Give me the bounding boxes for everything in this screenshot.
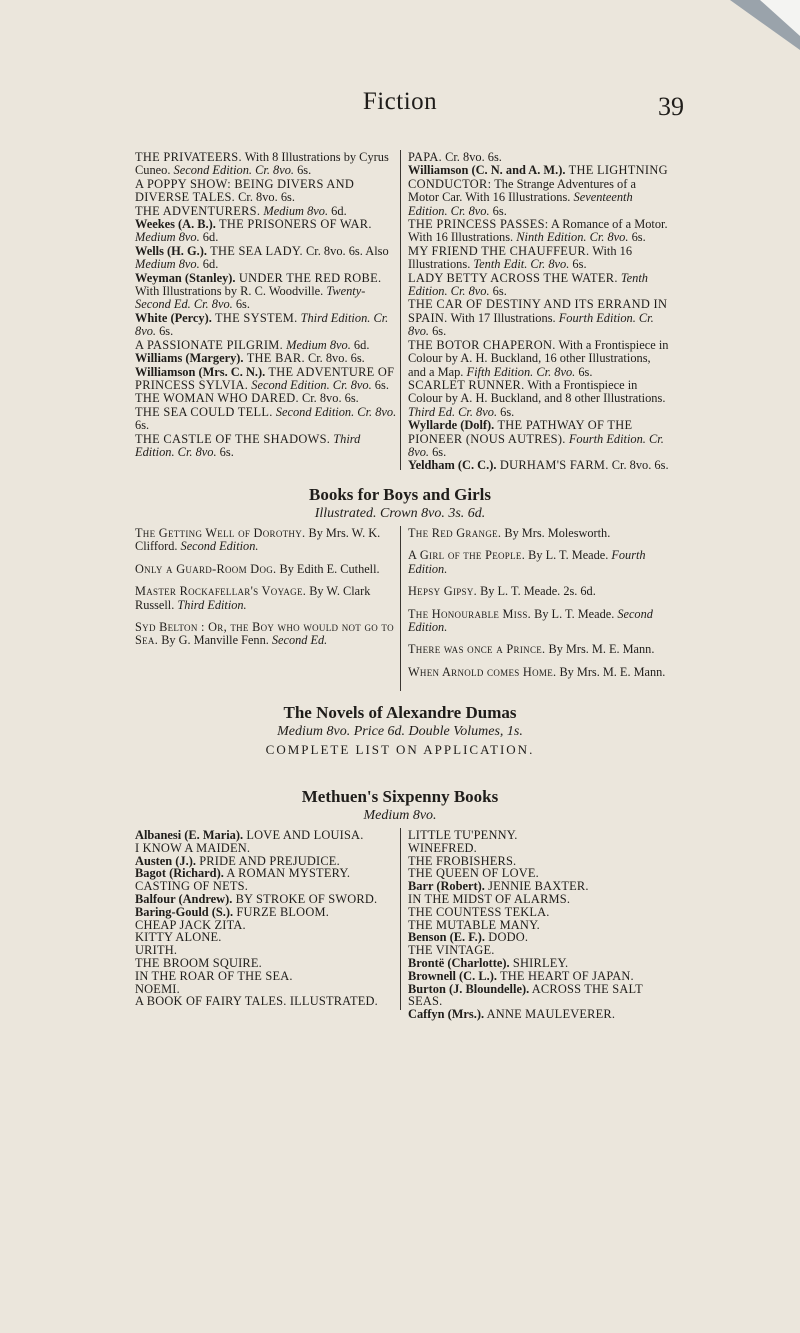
book-details: By Mrs. M. E. Mann. bbox=[545, 642, 655, 657]
book-edition: Medium 8vo. bbox=[263, 203, 329, 218]
book-edition: Medium 8vo. bbox=[286, 337, 351, 352]
book-title: A Girl of the People. bbox=[408, 548, 526, 563]
book-details: By L. T. Meade. bbox=[525, 548, 612, 563]
book-title: When Arnold comes Home. bbox=[408, 664, 557, 679]
book-details: By Mrs. M. E. Mann. bbox=[556, 664, 666, 679]
author-name: Yeldham (C. C.). bbox=[408, 458, 497, 473]
book-edition: Third Edition. bbox=[177, 597, 247, 612]
book-title: THE SEA COULD TELL. bbox=[135, 404, 273, 419]
book-title: Master Rockafellar's Voyage. bbox=[135, 584, 307, 599]
book-edition: Medium 8vo. bbox=[135, 257, 200, 272]
dumas-note: COMPLETE LIST ON APPLICATION. bbox=[265, 742, 535, 757]
author-name: Williamson (C. N. and A. M.). bbox=[408, 163, 566, 178]
book-entry bbox=[135, 392, 397, 405]
book-entry bbox=[408, 379, 670, 419]
book-details: Cr. 8vo. 6s. Also bbox=[302, 243, 389, 258]
book-entry bbox=[408, 245, 670, 272]
book-details: By Edith E. Cuthell. bbox=[276, 561, 380, 576]
book-details: Cr. 8vo. 6s. bbox=[442, 150, 502, 164]
book-edition: Third Edition. Cr. 8vo. bbox=[135, 431, 361, 459]
book-price: 6s. bbox=[489, 203, 507, 218]
book-title: DODO. bbox=[485, 930, 529, 945]
author-name: Burton (J. Bloundelle). bbox=[408, 981, 530, 996]
book-details: Cr. 8vo. 6s. bbox=[235, 190, 295, 205]
book-price: 6d. bbox=[199, 257, 219, 272]
book-title: There was once a Prince. bbox=[408, 642, 546, 657]
book-price: 6d. bbox=[328, 203, 347, 218]
boys-girls-left-column bbox=[135, 527, 397, 657]
page-number: 39 bbox=[658, 92, 684, 121]
book-title: MY FRIEND THE CHAUFFEUR. bbox=[408, 243, 590, 258]
book-entry bbox=[135, 527, 397, 554]
book-price: 6s. bbox=[135, 418, 150, 433]
book-title: THE SYSTEM. bbox=[211, 310, 298, 325]
book-title: IN THE ROAR OF THE SEA. bbox=[135, 968, 293, 983]
book-details: With Illustrations by R. C. Woodville. bbox=[135, 284, 327, 299]
author-name: Wells (H. G.). bbox=[135, 243, 207, 258]
book-entry bbox=[408, 459, 670, 472]
dumas-section bbox=[0, 703, 800, 759]
book-title: I KNOW A MAIDEN. bbox=[135, 840, 251, 855]
book-details: Cr. 8vo. 6s. bbox=[304, 351, 365, 366]
book-entry bbox=[135, 218, 397, 245]
book-entry bbox=[408, 549, 670, 576]
book-details: By W. Clark Russell. bbox=[135, 584, 371, 612]
page-corner-fold bbox=[730, 0, 800, 50]
book-title: IN THE MIDST OF ALARMS. bbox=[408, 891, 571, 906]
book-entry bbox=[408, 585, 670, 598]
book-details: With a Frontispiece in Colour by A. H. Buckland, 16 other Illustrations, and a Map. bbox=[408, 337, 669, 379]
book-title: SHIRLEY. bbox=[509, 955, 569, 970]
boys-girls-heading: Books for Boys and Girls bbox=[308, 485, 491, 504]
book-entry bbox=[135, 563, 397, 576]
book-edition: Second Edition. bbox=[180, 539, 259, 554]
book-details: A Romance of a Motor. With 16 Illustrations. bbox=[408, 217, 668, 245]
book-edition: Second Edition. bbox=[408, 606, 653, 635]
book-title: KITTY ALONE. bbox=[135, 930, 222, 945]
book-price: 6s. bbox=[294, 163, 312, 178]
book-entry bbox=[135, 995, 397, 1008]
book-title: Only a Guard-Room Dog. bbox=[135, 561, 277, 576]
book-title: THE ADVENTURE OF PRINCESS SYLVIA. bbox=[135, 364, 395, 392]
column-divider bbox=[400, 150, 401, 470]
book-title: THE BOTOR CHAPERON. bbox=[408, 337, 556, 352]
column-divider bbox=[400, 828, 401, 1010]
book-edition: Fourth Edition. Cr. 8vo. bbox=[408, 310, 654, 339]
book-title: DURHAM'S FARM. bbox=[496, 458, 609, 473]
book-details: By L. T. Meade. bbox=[531, 606, 618, 621]
book-price: 6s. bbox=[216, 444, 234, 459]
author-name: Benson (E. F.). bbox=[408, 930, 485, 945]
book-title: The Red Grange. bbox=[408, 526, 502, 540]
book-title: THE BROOM SQUIRE. bbox=[135, 955, 262, 970]
book-edition: Second Edition. Cr. 8vo. bbox=[173, 163, 294, 178]
book-edition: Second Ed. bbox=[271, 633, 328, 648]
book-entry bbox=[408, 983, 670, 1009]
author-name: Austen (J.). bbox=[135, 853, 196, 868]
book-entry bbox=[135, 339, 397, 352]
boys-girls-subheading: Illustrated. Crown 8vo. 3s. 6d. bbox=[314, 506, 486, 521]
book-title: THE FROBISHERS. bbox=[408, 853, 517, 868]
book-edition: Twenty-Second Ed. Cr. 8vo. bbox=[135, 284, 366, 312]
book-title: THE PRINCESS PASSES: bbox=[408, 217, 549, 232]
book-title: THE HEART OF JAPAN. bbox=[496, 968, 634, 983]
book-title: LOVE AND LOUISA. bbox=[243, 828, 364, 842]
book-entry bbox=[408, 272, 670, 299]
book-entry bbox=[408, 164, 670, 218]
book-price: 6s. bbox=[429, 324, 447, 339]
book-title: THE LIGHTNING CONDUCTOR: bbox=[408, 163, 668, 191]
book-title: THE CAR OF DESTINY AND ITS ERRAND IN SPAIN. bbox=[408, 297, 668, 325]
book-price: 6s. bbox=[232, 297, 250, 312]
book-title: A POPPY SHOW: BEING DIVERS AND DIVERSE TALES. bbox=[135, 176, 355, 205]
book-entry bbox=[408, 1008, 670, 1021]
author-name: Barr (Robert). bbox=[408, 879, 485, 894]
book-entry bbox=[408, 527, 670, 540]
book-title: THE ADVENTURERS. bbox=[135, 203, 261, 218]
book-entry bbox=[135, 621, 397, 648]
book-title: LADY BETTY ACROSS THE WATER. bbox=[408, 270, 618, 285]
book-title: JENNIE BAXTER. bbox=[484, 879, 589, 894]
book-title: THE COUNTESS TEKLA. bbox=[408, 904, 550, 919]
sixpenny-section bbox=[0, 787, 800, 825]
dumas-subheading: Medium 8vo. Price 6d. Double Volumes, 1s. bbox=[277, 724, 523, 739]
book-title: THE PRIVATEERS. bbox=[135, 150, 242, 164]
book-title: A BOOK OF FAIRY TALES. ILLUSTRATED. bbox=[135, 994, 378, 1009]
book-price: 6s. bbox=[628, 230, 646, 245]
book-entry bbox=[408, 643, 670, 656]
book-edition: Tenth Edition. Cr. 8vo. bbox=[408, 270, 648, 299]
book-details: By Mrs. W. K. Clifford. bbox=[135, 526, 381, 554]
book-title: ACROSS THE SALT SEAS. bbox=[408, 981, 643, 1009]
author-name: Weyman (Stanley). bbox=[135, 270, 236, 285]
page-title: Fiction bbox=[362, 88, 438, 115]
book-title: THE SEA LADY. bbox=[206, 243, 303, 258]
book-title: CASTING OF NETS. bbox=[135, 879, 249, 894]
book-title: A ROMAN MYSTERY. bbox=[223, 866, 351, 881]
book-edition: Ninth Edition. Cr. 8vo. bbox=[516, 230, 629, 245]
page-header bbox=[0, 88, 800, 128]
book-title: The Honourable Miss. bbox=[408, 606, 532, 621]
book-title: BY STROKE OF SWORD. bbox=[232, 891, 378, 906]
book-entry bbox=[135, 272, 397, 312]
book-entry bbox=[135, 205, 397, 218]
book-details: Cr. 8vo. 6s. bbox=[608, 458, 669, 473]
book-entry bbox=[135, 406, 397, 433]
book-title: NOEMI. bbox=[135, 981, 180, 996]
book-entry bbox=[408, 419, 670, 459]
book-price: 6d. bbox=[199, 230, 219, 245]
book-title: THE QUEEN OF LOVE. bbox=[408, 866, 539, 881]
book-title: LITTLE TU'PENNY. bbox=[408, 828, 518, 842]
book-title: THE VINTAGE. bbox=[408, 943, 495, 958]
book-details: Cr. 8vo. 6s. bbox=[298, 391, 359, 406]
book-details: By G. Manville Fenn. bbox=[158, 633, 272, 648]
dumas-heading: The Novels of Alexandre Dumas bbox=[283, 703, 517, 722]
book-entry bbox=[408, 339, 670, 379]
book-title: THE PRISONERS OF WAR. bbox=[215, 217, 372, 232]
author-name: Albanesi (E. Maria). bbox=[135, 828, 244, 842]
author-name: Balfour (Andrew). bbox=[135, 891, 233, 906]
book-entry bbox=[135, 245, 397, 272]
book-entry bbox=[408, 298, 670, 338]
book-title: THE BAR. bbox=[243, 351, 305, 366]
book-title: FURZE BLOOM. bbox=[233, 904, 329, 919]
book-edition: Third Edition. Cr. 8vo. bbox=[135, 310, 389, 339]
author-name: Wyllarde (Dolf). bbox=[408, 418, 495, 433]
book-edition: Fifth Edition. Cr. 8vo. bbox=[466, 364, 576, 379]
book-title: THE PATHWAY OF THE PIONEER (NOUS AUTRES). bbox=[408, 418, 633, 446]
sixpenny-subheading: Medium 8vo. bbox=[363, 808, 437, 823]
book-price: 6s. bbox=[569, 257, 587, 272]
book-entry bbox=[135, 366, 397, 393]
book-entry bbox=[135, 433, 397, 460]
book-title: The Getting Well of Dorothy. bbox=[135, 526, 306, 540]
book-details: The Strange Adventures of a Motor Car. With 16 Illustrations. bbox=[408, 176, 636, 205]
book-entry bbox=[135, 178, 397, 205]
book-title: URITH. bbox=[135, 943, 178, 958]
book-price: 6s. bbox=[429, 444, 447, 459]
book-edition: Medium 8vo. bbox=[135, 230, 200, 245]
sixpenny-left-column bbox=[135, 829, 397, 1008]
book-edition: Second Edition. Cr. 8vo. bbox=[251, 377, 372, 392]
book-entry bbox=[408, 666, 670, 679]
fiction-left-column bbox=[135, 151, 397, 459]
book-title: THE WOMAN WHO DARED. bbox=[135, 391, 299, 406]
book-edition: Second Edition. Cr. 8vo. bbox=[275, 404, 397, 419]
book-edition: Fourth Edition. Cr. 8vo. bbox=[408, 431, 664, 459]
book-entry bbox=[135, 312, 397, 339]
book-title: CHEAP JACK ZITA. bbox=[135, 917, 246, 932]
author-name: Brownell (C. L.). bbox=[408, 968, 497, 983]
book-details: By L. T. Meade. 2s. 6d. bbox=[477, 584, 596, 599]
book-price: 6s. bbox=[575, 364, 593, 379]
author-name: Brontë (Charlotte). bbox=[408, 955, 510, 970]
author-name: White (Percy). bbox=[135, 310, 212, 325]
book-title: SCARLET RUNNER. bbox=[408, 377, 525, 392]
author-name: Baring-Gould (S.). bbox=[135, 904, 234, 919]
book-details: With 17 Illustrations. bbox=[447, 310, 559, 325]
book-title: UNDER THE RED ROBE. bbox=[235, 270, 382, 285]
book-details: With 8 Illustrations by Cyrus Cuneo. bbox=[135, 150, 389, 178]
sixpenny-heading: Methuen's Sixpenny Books bbox=[301, 787, 499, 806]
book-price: 6d. bbox=[350, 337, 370, 352]
book-entry bbox=[135, 352, 397, 365]
author-name: Weekes (A. B.). bbox=[135, 217, 216, 232]
boys-girls-right-column bbox=[408, 527, 670, 688]
book-title: A PASSIONATE PILGRIM. bbox=[135, 337, 284, 352]
book-price: 6s. bbox=[371, 377, 389, 392]
book-title: PRIDE AND PREJUDICE. bbox=[195, 853, 340, 868]
author-name: Bagot (Richard). bbox=[135, 866, 224, 881]
book-price: 6s. bbox=[489, 284, 507, 299]
column-divider bbox=[400, 526, 401, 691]
book-details: With a Frontispiece in Colour by A. H. Buckland, and 8 other Illustrations. bbox=[408, 377, 666, 406]
sixpenny-right-column bbox=[408, 829, 670, 1021]
book-entry bbox=[408, 151, 670, 164]
book-title: Syd Belton : Or, the Boy who would not go to Sea. bbox=[135, 620, 394, 648]
book-title: PAPA. bbox=[408, 150, 442, 164]
book-entry bbox=[408, 218, 670, 245]
book-edition: Fourth Edition. bbox=[408, 548, 646, 576]
book-edition: Third Ed. Cr. 8vo. bbox=[408, 404, 498, 419]
author-name: Caffyn (Mrs.). bbox=[408, 1007, 485, 1022]
book-title: Hepsy Gipsy. bbox=[408, 584, 478, 599]
boys-girls-section bbox=[0, 485, 800, 523]
book-entry bbox=[135, 585, 397, 612]
author-name: Williams (Margery). bbox=[135, 351, 244, 366]
book-title: THE CASTLE OF THE SHADOWS. bbox=[135, 431, 331, 446]
book-title: WINEFRED. bbox=[408, 840, 477, 855]
book-edition: Seventeenth Edition. Cr. 8vo. bbox=[408, 190, 633, 218]
book-price: 6s. bbox=[156, 324, 174, 339]
book-edition: Tenth Edit. Cr. 8vo. bbox=[473, 257, 570, 272]
book-details: By Mrs. Molesworth. bbox=[501, 526, 611, 540]
book-entry bbox=[408, 608, 670, 635]
fiction-right-column bbox=[408, 151, 670, 473]
book-details: With 16 Illustrations. bbox=[408, 243, 633, 272]
book-title: THE MUTABLE MANY. bbox=[408, 917, 540, 932]
book-title: ANNE MAULEVERER. bbox=[484, 1007, 616, 1022]
author-name: Williamson (Mrs. C. N.). bbox=[135, 364, 266, 379]
book-price: 6s. bbox=[497, 404, 515, 419]
book-entry bbox=[135, 151, 397, 178]
